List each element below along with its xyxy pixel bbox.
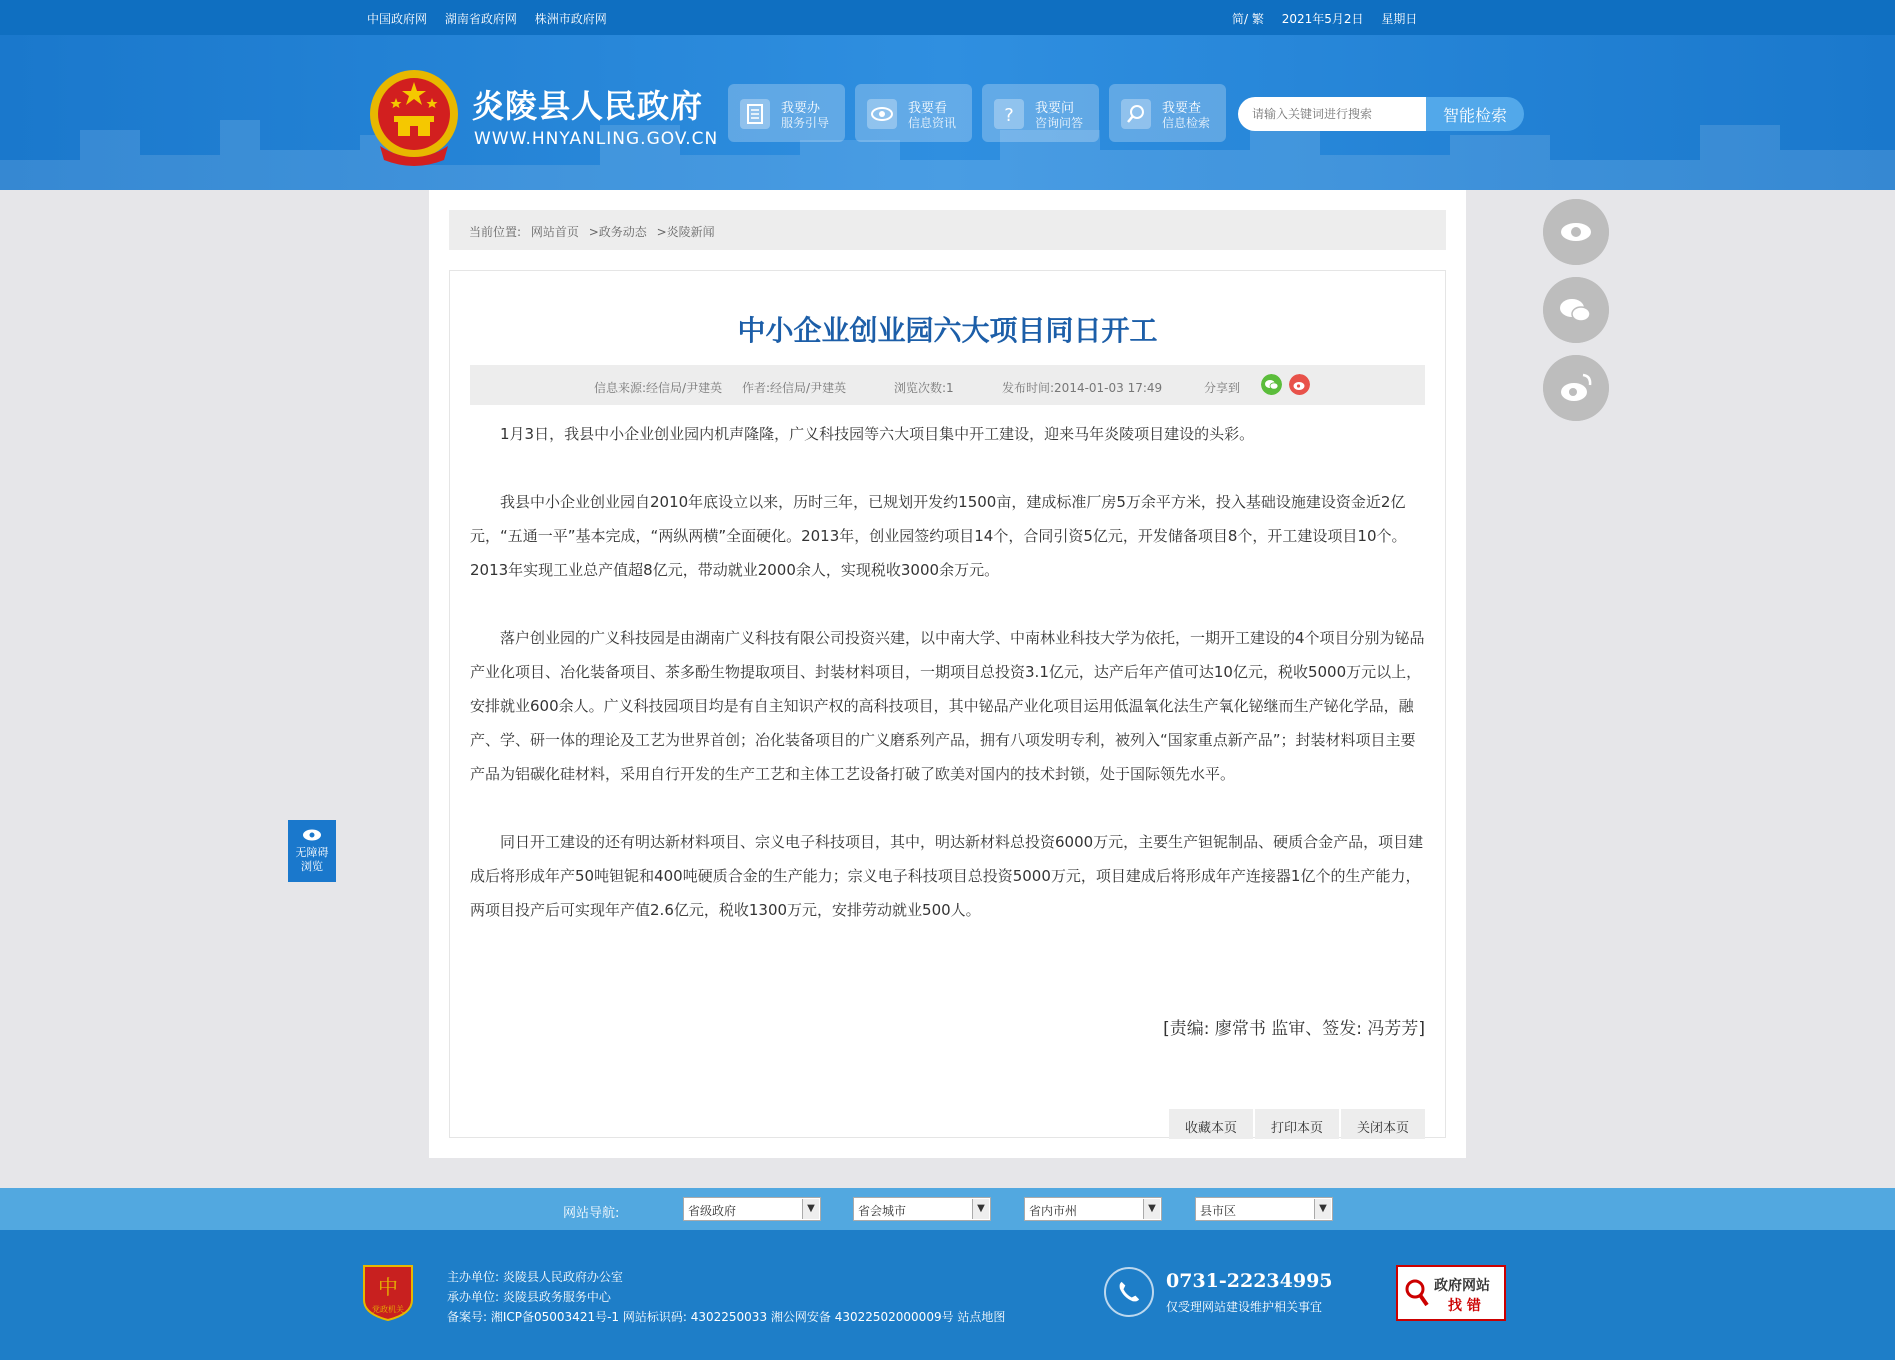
nav-button-search[interactable] — [1109, 84, 1226, 142]
search-icon — [1121, 99, 1151, 129]
article-body — [470, 417, 1425, 961]
question-icon — [994, 99, 1024, 129]
contact-phone-note: 仅受理网站建设维护相关事宜 — [1166, 1300, 1323, 1314]
article-meta — [470, 365, 1425, 405]
nav-service-sub: 服务引导 — [781, 116, 830, 130]
chevron-down-icon: ▼ — [972, 1199, 989, 1219]
select-value: 省内市州 — [1029, 1204, 1078, 1218]
link-gov-zhuzhou[interactable]: 株洲市政府网 — [534, 12, 607, 26]
accessibility-label-1: 无障碍 — [295, 846, 329, 859]
footer-host: 主办单位: 炎陵县人民政府办公室 — [447, 1270, 623, 1284]
nav-ask-label: 我要问 — [1035, 101, 1075, 116]
weekday-text: 星期日 — [1381, 12, 1418, 26]
site-footer — [0, 1230, 1895, 1360]
float-eye-icon[interactable] — [1543, 199, 1609, 265]
close-page-button[interactable]: 关闭本页 — [1341, 1109, 1425, 1139]
nav-button-ask[interactable] — [982, 84, 1099, 142]
nav-info-sub: 信息资讯 — [908, 116, 957, 130]
top-bar — [0, 0, 1895, 35]
report-label-1: 政府网站 — [1434, 1278, 1490, 1294]
date-text: 2021年5月2日 — [1281, 12, 1364, 26]
bookmark-page-button[interactable]: 收藏本页 — [1169, 1109, 1253, 1139]
article-paragraph: 落户创业园的广义科技园是由湖南广义科技有限公司投资兴建，以中南大学、中南林业科技大学为依托，一期开工建设的4个项目分别为铋品产业化项目、冶化装备项目、茶多酚生物提取项目、封装材料项目，一期项目总投资3.1亿元，达产后年产值可达10亿元，税收5000万元以上，安排就业600余人。广义科技园项目均是有自主知识产权的高科技项目，其中铋品产业化项目运用低温氧化法生产氧化铋继而生产铋化学品，融产、学、研一体的理论及工艺为世界首创；冶化装备项目的广义磨系列产品，拥有八项发明专利，被列入“国家重点新产品”；封装材料项目主要产品为铝碳化硅材料，采用自行开发的生产工艺和主体工艺设备打破了欧美对国内的技术封锁，处于国际领先水平。 — [470, 629, 1425, 783]
breadcrumb-news[interactable]: >炎陵新闻 — [656, 225, 715, 239]
nav-ask-sub: 咨询问答 — [1035, 116, 1084, 130]
accessibility-button[interactable] — [288, 820, 336, 882]
footer-icp[interactable]: 备案号: 湘ICP备05003421号-1 网站标识码: 4302250033 湘公网安备 43022502000009号 站点地图 — [447, 1310, 1006, 1324]
link-gov-china[interactable]: 中国政府网 — [367, 12, 428, 26]
article-actions — [1167, 1109, 1425, 1139]
nav-service-label: 我要办 — [781, 101, 821, 116]
report-error-button[interactable] — [1396, 1265, 1506, 1321]
print-page-button[interactable]: 打印本页 — [1255, 1109, 1339, 1139]
badge-text: 党政机关 — [372, 1305, 404, 1314]
main-panel — [429, 190, 1466, 1158]
site-domain: WWW.HNYANLING.GOV.CN — [474, 129, 719, 149]
article-paragraph: 同日开工建设的还有明达新材料项目、宗义电子科技项目，其中，明达新材料总投资6000万元，主要生产钽铌制品、硬质合金产品，项目建成后将形成年产50吨钽铌和400吨硬质合金的生产能力；宗义电子科技项目总投资5000万元，项目建成后将形成年产连接器1亿个的生产能力，两项目投产后可实现年产值2.6亿元，税收1300万元，安排劳动就业500人。 — [470, 833, 1424, 919]
search-input[interactable] — [1238, 97, 1426, 131]
site-header — [0, 35, 1895, 190]
nav-search-sub: 信息检索 — [1162, 116, 1211, 130]
chevron-down-icon: ▼ — [1314, 1199, 1331, 1219]
document-icon — [740, 99, 770, 129]
link-gov-hunan[interactable]: 湖南省政府网 — [444, 12, 517, 26]
eye-icon — [867, 99, 897, 129]
select-value: 县市区 — [1200, 1204, 1237, 1218]
weibo-share-icon[interactable] — [1289, 374, 1310, 395]
select-counties[interactable] — [1195, 1197, 1333, 1221]
chevron-down-icon: ▼ — [802, 1199, 819, 1219]
meta-author: 作者:经信局/尹建英 — [742, 381, 847, 395]
accessibility-label-2: 浏览 — [301, 860, 323, 873]
select-value: 省级政府 — [688, 1204, 737, 1218]
lang-switch[interactable]: 简/ 繁 — [1232, 12, 1264, 26]
editor-credit: [责编: 廖常书 监审、签发: 冯芳芳] — [1163, 1019, 1425, 1039]
select-value: 省会城市 — [858, 1204, 907, 1218]
breadcrumb-label: 当前位置: — [469, 225, 522, 239]
select-provincial-gov[interactable] — [683, 1197, 821, 1221]
magnifier-icon — [1404, 1277, 1430, 1309]
footer-nav-bar — [0, 1188, 1895, 1230]
select-capital-cities[interactable] — [853, 1197, 991, 1221]
search-button[interactable]: 智能检索 — [1426, 97, 1524, 131]
nav-search-label: 我要查 — [1162, 101, 1202, 116]
select-cities-in-province[interactable] — [1024, 1197, 1162, 1221]
float-wechat-icon[interactable] — [1543, 277, 1609, 343]
party-gov-badge-icon[interactable] — [362, 1262, 414, 1322]
breadcrumb-home[interactable]: 网站首页 — [530, 225, 579, 239]
contact-phone: 0731-22234995 — [1166, 1270, 1333, 1292]
phone-icon — [1104, 1267, 1154, 1317]
float-weibo-icon[interactable] — [1543, 355, 1609, 421]
article-title: 中小企业创业园六大项目同日开工 — [737, 314, 1158, 347]
footer-info — [447, 1267, 1005, 1327]
meta-views: 浏览次数:1 — [894, 381, 954, 395]
svg-text:?: ? — [1004, 105, 1014, 126]
chevron-down-icon: ▼ — [1143, 1199, 1160, 1219]
article — [449, 270, 1446, 1138]
top-right — [1232, 10, 1431, 27]
nav-info-label: 我要看 — [908, 101, 948, 116]
national-emblem-icon — [366, 68, 462, 170]
meta-share-label: 分享到 — [1204, 381, 1241, 395]
breadcrumb-affairs[interactable]: >政务动态 — [588, 225, 647, 239]
svg-text:中: 中 — [378, 1275, 398, 1299]
site-title: 炎陵县人民政府 — [472, 87, 704, 125]
nav-button-info[interactable] — [855, 84, 972, 142]
meta-published: 发布时间:2014-01-03 17:49 — [1002, 381, 1163, 395]
wechat-share-icon[interactable] — [1261, 374, 1282, 395]
footer-nav-label: 网站导航: — [563, 1206, 620, 1221]
eye-icon — [302, 828, 322, 842]
top-links — [367, 10, 621, 27]
footer-organizer: 承办单位: 炎陵县政务服务中心 — [447, 1290, 611, 1304]
report-label-2: 找 错 — [1448, 1298, 1481, 1314]
nav-button-service[interactable] — [728, 84, 845, 142]
article-paragraph: 我县中小企业创业园自2010年底设立以来，历时三年，已规划开发约1500亩，建成标准厂房5万余平方米，投入基础设施建设资金近2亿元，“五通一平”基本完成，“两纵两横”全面硬化。2013年，创业园签约项目14个，合同引资5亿元，开发储备项目8个，开工建设项目10个。2013年实现工业总产值超8亿元，带动就业2000余人，实现税收3000余万元。 — [470, 493, 1407, 579]
breadcrumb — [449, 210, 1446, 250]
meta-source: 信息来源:经信局/尹建英 — [594, 381, 723, 395]
article-paragraph: 1月3日，我县中小企业创业园内机声隆隆，广义科技园等六大项目集中开工建设，迎来马年炎陵项目建设的头彩。 — [500, 425, 1255, 443]
